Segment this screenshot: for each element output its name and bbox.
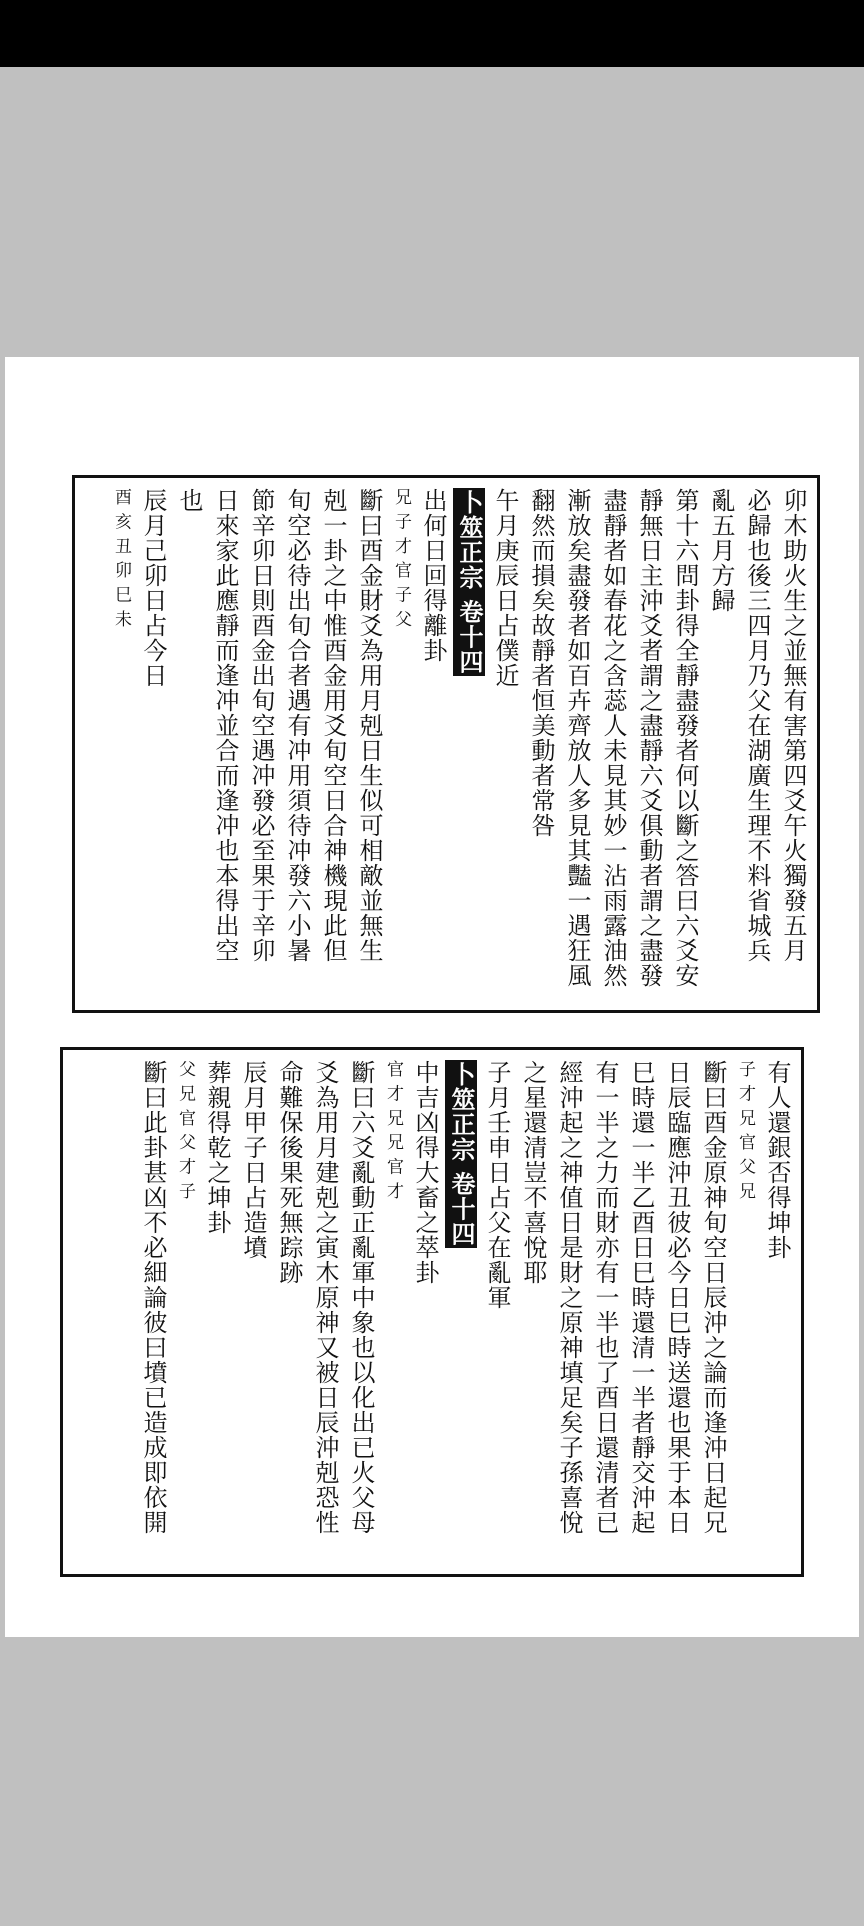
text-column: 官 才 兄 兄 官 才 bbox=[383, 1060, 403, 1201]
top-black-bar bbox=[0, 0, 864, 67]
text-column: 中吉凶得大畜之萃卦 bbox=[411, 1060, 439, 1285]
text-column bbox=[453, 488, 485, 1000]
text-column: 辰月己卯日占今日 bbox=[139, 488, 167, 688]
chapter-header: 卜筮正宗 卷十四 bbox=[455, 490, 484, 675]
text-column: 酉 亥 丑 卯 巳 未 bbox=[111, 488, 131, 629]
text-column: 亂五月方歸 bbox=[707, 488, 735, 613]
text-column: 子月壬申日占父在亂軍 bbox=[483, 1060, 511, 1310]
text-column: 父 兄 官 父 才 子 bbox=[175, 1060, 195, 1201]
text-column: 也 bbox=[175, 488, 203, 513]
text-column: 日辰臨應沖丑彼必今日巳時送還也果于本日 bbox=[663, 1060, 691, 1535]
text-column: 盡靜者如春花之含蕊人未見其妙一沾雨露油然 bbox=[599, 488, 627, 988]
top-page-columns bbox=[83, 488, 809, 1000]
text-column: 斷曰酉金財爻為用月剋日生似可相敵並無生 bbox=[355, 488, 383, 963]
text-column: 漸放矣盡發者如百卉齊放人多見其豔一遇狂風 bbox=[563, 488, 591, 988]
text-column: 卯木助火生之並無有害第四爻午火獨發五月 bbox=[779, 488, 807, 963]
bottom-page bbox=[60, 1047, 804, 1577]
chapter-header: 卜筮正宗 卷十四 bbox=[447, 1062, 476, 1247]
text-column: 巳時還一半乙酉日巳時還清一半者靜交沖起 bbox=[627, 1060, 655, 1535]
text-column: 斷曰此卦甚凶不必細論彼曰墳已造成即依開 bbox=[139, 1060, 167, 1535]
text-column: 翻然而損矣故靜者恒美動者常咎 bbox=[527, 488, 555, 838]
text-column: 葬親得乾之坤卦 bbox=[203, 1060, 231, 1235]
bottom-page-columns bbox=[71, 1060, 793, 1564]
text-column: 爻為用月建剋之寅木原神又被日辰沖剋恐性 bbox=[311, 1060, 339, 1535]
text-column: 辰月甲子日占造墳 bbox=[239, 1060, 267, 1260]
text-column: 第十六問卦得全靜盡發者何以斷之答曰六爻安 bbox=[671, 488, 699, 988]
text-column: 旬空必待出旬合者遇有冲用須待冲發六小暑 bbox=[283, 488, 311, 963]
top-page bbox=[72, 475, 820, 1013]
text-column bbox=[445, 1060, 477, 1564]
text-column: 斷曰六爻亂動正亂軍中象也以化出已火父母 bbox=[347, 1060, 375, 1535]
text-column: 斷曰酉金原神旬空日辰沖之論而逢沖日起兄 bbox=[699, 1060, 727, 1535]
text-column: 節辛卯日則酉金出旬空遇冲發必至果于辛卯 bbox=[247, 488, 275, 963]
text-column: 命難保後果死無踪跡 bbox=[275, 1060, 303, 1285]
text-column: 剋一卦之中惟酉金用爻旬空日合神機現此但 bbox=[319, 488, 347, 963]
text-column: 午月庚辰日占僕近 bbox=[491, 488, 519, 688]
text-column: 靜無日主沖爻者謂之盡靜六爻俱動者謂之盡發 bbox=[635, 488, 663, 988]
text-column: 出何日回得離卦 bbox=[419, 488, 447, 663]
text-column: 之星還清豈不喜悅耶 bbox=[519, 1060, 547, 1285]
text-column: 必歸也後三四月乃父在湖廣生理不料省城兵 bbox=[743, 488, 771, 963]
text-column: 兄 子 才 官 子 父 bbox=[391, 488, 411, 629]
text-column: 子 才 兄 官 父 兄 bbox=[735, 1060, 755, 1201]
text-column: 經沖起之神值日是財之原神填足矣子孫喜悅 bbox=[555, 1060, 583, 1535]
text-column: 有人還銀否得坤卦 bbox=[763, 1060, 791, 1260]
text-column: 日來家此應靜而逢冲並合而逢冲也本得出空 bbox=[211, 488, 239, 963]
text-column: 有一半之力而財亦有一半也了酉日還清者已 bbox=[591, 1060, 619, 1535]
